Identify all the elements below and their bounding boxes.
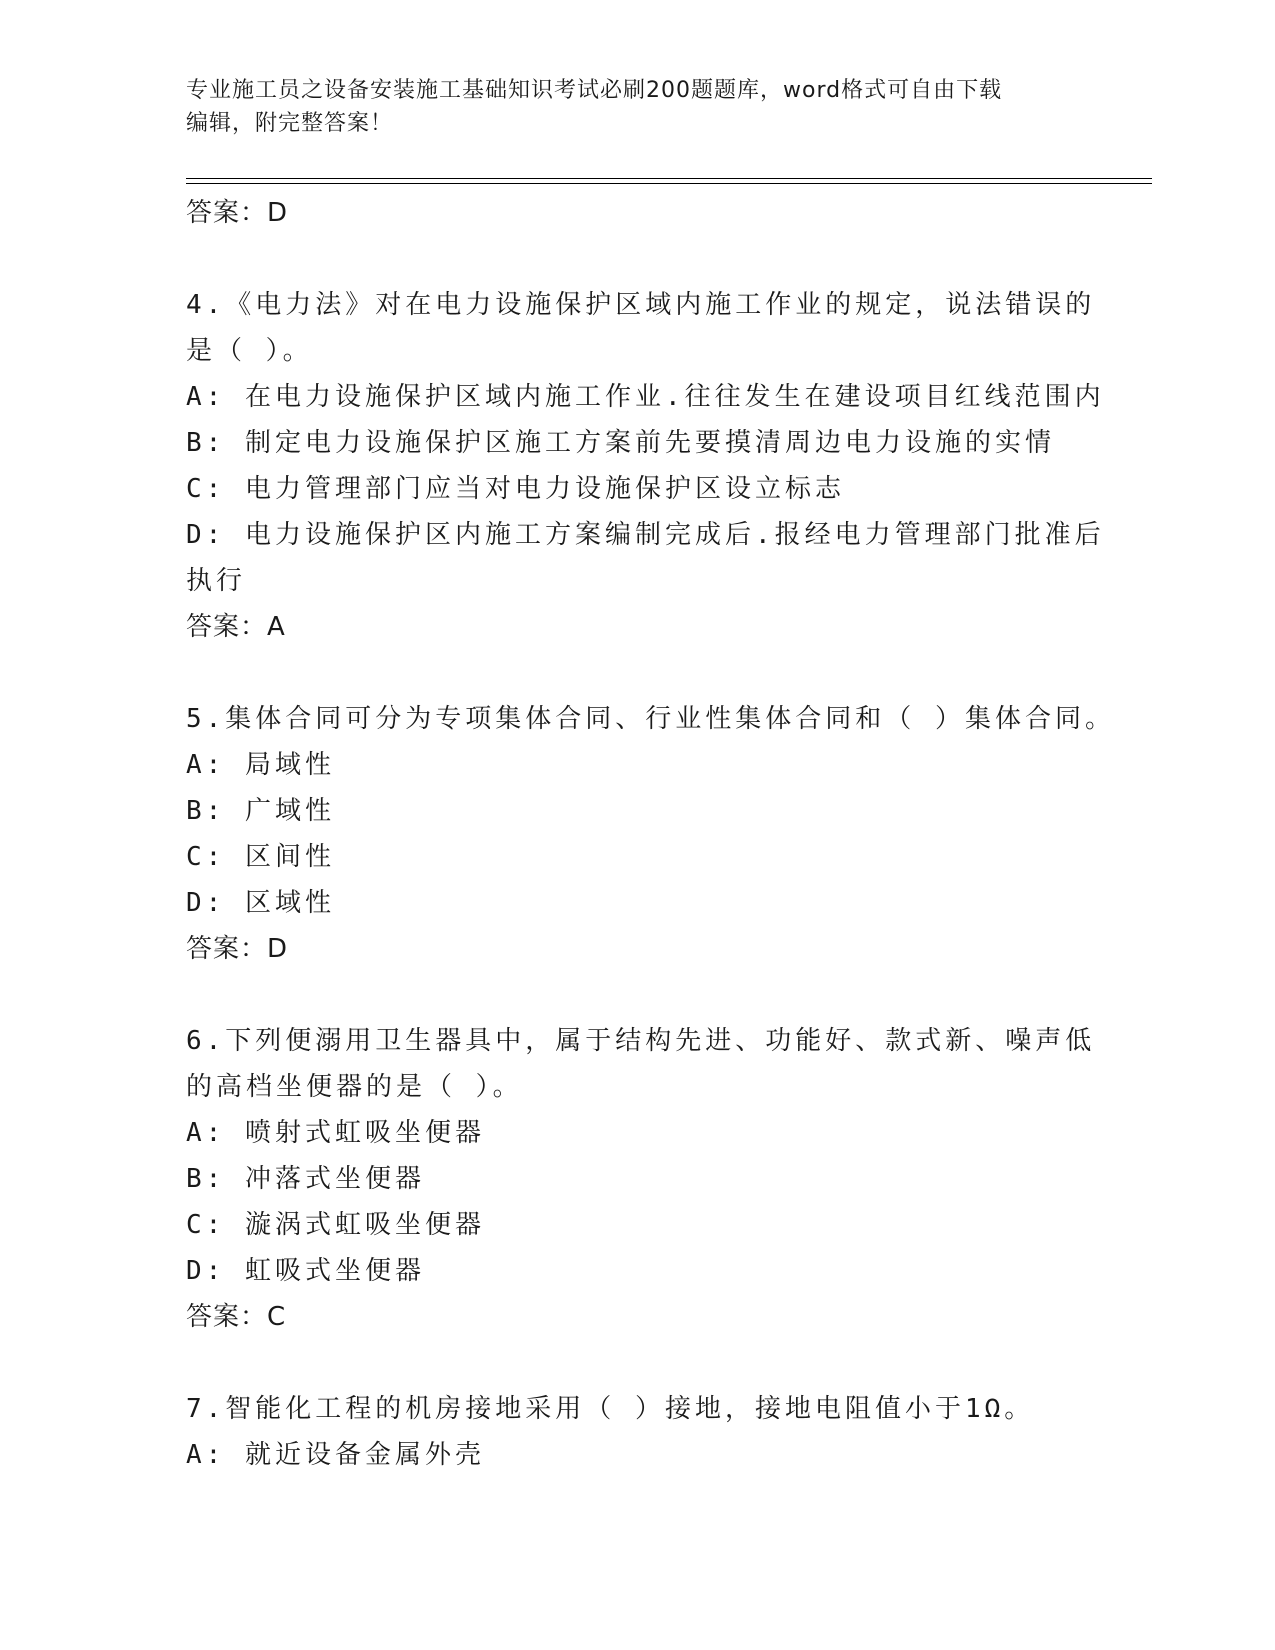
option-a: A: 在电力设施保护区域内施工作业.往往发生在建设项目红线范围内: [186, 382, 1105, 412]
option-d: D: 虹吸式坐便器: [186, 1256, 425, 1286]
question-stem: 7.智能化工程的机房接地采用（ ）接地，接地电阻值小于1Ω。: [186, 1394, 1035, 1424]
answer-line: 答案：D: [186, 198, 289, 228]
option-a: A: 喷射式虹吸坐便器: [186, 1118, 485, 1148]
option-b: B: 冲落式坐便器: [186, 1164, 425, 1194]
question-stem: 4.《电力法》对在电力设施保护区域内施工作业的规定，说法错误的: [186, 290, 1096, 320]
question-5: [186, 696, 1115, 972]
question-7: [186, 1386, 1086, 1478]
question-stem-continued: 的高档坐便器的是（ ）。: [186, 1072, 523, 1102]
spacer: [186, 650, 1086, 696]
question-stem-continued: 是（ ）。: [186, 336, 313, 366]
option-c: C: 区间性: [186, 842, 335, 872]
spacer: [186, 1340, 1086, 1386]
document-body: [186, 190, 1115, 1478]
answer-line: 答案：C: [186, 1302, 287, 1332]
header-line-1: 专业施工员之设备安装施工基础知识考试必刷200题题库，word格式可自由下载: [186, 78, 1003, 103]
question-4: [186, 282, 1105, 650]
option-a: A: 局域性: [186, 750, 335, 780]
question-6: [186, 1018, 1096, 1340]
answer-line: 答案：A: [186, 612, 286, 642]
option-c: C: 电力管理部门应当对电力设施保护区设立标志: [186, 474, 845, 504]
header-line-2: 编辑，附完整答案！: [186, 111, 394, 136]
spacer: [186, 236, 1086, 282]
header-divider-bottom: [186, 183, 1152, 184]
option-b: B: 制定电力设施保护区施工方案前先要摸清周边电力设施的实情: [186, 428, 1055, 458]
option-d: D: 区域性: [186, 888, 335, 918]
question-stem: 5.集体合同可分为专项集体合同、行业性集体合同和（ ）集体合同。: [186, 704, 1115, 734]
option-b: B: 广域性: [186, 796, 335, 826]
document-header: [186, 74, 1076, 140]
option-d-continued: 执行: [186, 566, 247, 596]
question-stem: 6.下列便溺用卫生器具中，属于结构先进、功能好、款式新、噪声低: [186, 1026, 1096, 1056]
spacer: [186, 972, 1086, 1018]
option-a: A: 就近设备金属外壳: [186, 1440, 485, 1470]
option-d: D: 电力设施保护区内施工方案编制完成后.报经电力管理部门批准后: [186, 520, 1105, 550]
header-divider-top: [186, 178, 1152, 179]
option-c: C: 漩涡式虹吸坐便器: [186, 1210, 485, 1240]
answer-line: 答案：D: [186, 934, 289, 964]
